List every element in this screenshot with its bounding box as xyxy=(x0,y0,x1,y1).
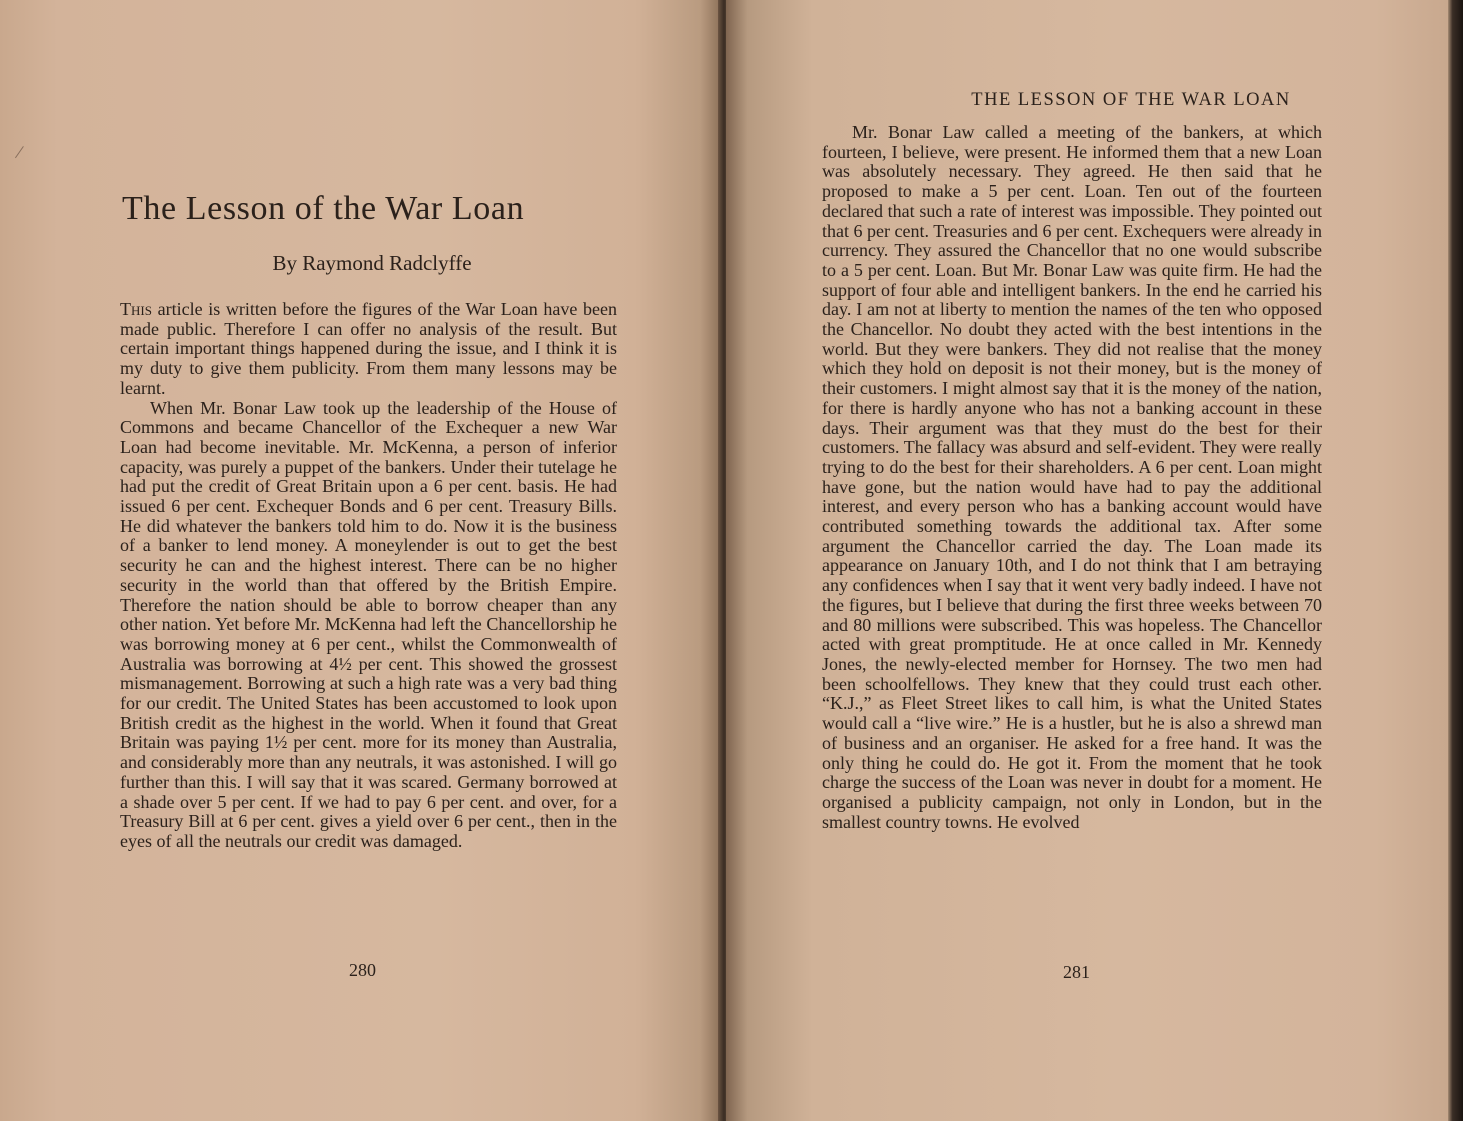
paragraph xyxy=(120,300,617,399)
paragraph-text: article is written before the figures of the War Loan have been made public. Therefore I can offer no analysis of the result. But certain important things happened during the issue, and I think it is my duty to give them publicity. From them many lessons may be learnt. xyxy=(120,299,617,398)
paragraph: Mr. Bonar Law called a meeting of the bankers, at which fourteen, I believe, were present. He informed them that a new Loan was absolutely necessary. They agreed. He then said that he proposed to make a 5 per cent. Loan. Ten out of the fourteen declared that such a rate of interest was impossible. They pointed out that 6 per cent. Treasuries and 6 per cent. Exchequers were already in currency. They assured the Chancellor that no one would subscribe to a 5 per cent. Loan. But Mr. Bonar Law was quite firm. He had the support of four able and intelligent bankers. In the end he carried his day. I am not at liberty to mention the names of the ten who opposed the Chancellor. No doubt they acted with the best intentions in the world. But they were bankers. They did not realise that the money which they hold on deposit is not their money, but is the money of their customers. I might almost say that it is the money of the nation, for there is hardly anyone who has not a banking account in these days. Their argument was that they must do the best for their customers. The fallacy was absurd and self-evident. They were really trying to do the best for their shareholders. A 6 per cent. Loan might have gone, but the nation would have had to pay the additional interest, and every person who has a banking account would have contributed something towards the additional tax. After some argument the Chancellor carried the day. The Loan made its appearance on January 10th, and I do not think that I am betraying any confidences when I say that it went very badly indeed. I have not the figures, but I believe that during the first three weeks between 70 and 80 millions were subscribed. This was hopeless. The Chancellor acted with great promptitude. He at once called in Mr. Kennedy Jones, the newly-elected member for Hornsey. The two men had been schoolfellows. They knew that they could trust each other. “K.J.,” as Fleet Street likes to call him, is what the United States would call a “live wire.” He is a hustler, but he is also a shrewd man of business and an organiser. He asked for a free hand. It was the only thing he could do. He got it. From the moment that he took charge the success of the Loan was never in doubt for a moment. He organised a publicity campaign, not only in London, but in the smallest country towns. He evolved xyxy=(822,122,1322,832)
running-head: THE LESSON OF THE WAR LOAN xyxy=(971,90,1291,110)
right-body-text xyxy=(822,123,1322,832)
pencil-mark xyxy=(15,146,32,164)
byline: By Raymond Radclyffe xyxy=(272,251,472,275)
paragraph: When Mr. Bonar Law took up the leadership of the House of Commons and became Chancellor of the Exchequer a new War Loan had become inevitable. Mr. McKenna, a person of inferior capacity, was purely a puppet of the bankers. Under their tutelage he had put the credit of Great Britain upon a 6 per cent. basis. He had issued 6 per cent. Exchequer Bonds and 6 per cent. Treasury Bills. He did whatever the bankers told him to do. Now it is the business of a banker to lend money. A moneylender is out to get the best security he can and the highest interest. There can be no higher security in the world than that offered by the British Empire. Therefore the nation should be able to borrow cheaper than any other nation. Yet before Mr. McKenna had left the Chancellorship he was borrowing money at 6 per cent., whilst the Commonwealth of Australia was borrowing at 4½ per cent. This showed the grossest mismanagement. Borrowing at such a high rate was a very bad thing for our credit. The United States has been accustomed to look upon British credit as the highest in the world. When it found that Great Britain was paying 1½ per cent. more for its money than Australia, and considerably more than any neutrals, it was astonished. I will go further than this. I will say that it was scared. Germany borrowed at a shade over 5 per cent. If we had to pay 6 per cent. and over, for a Treasury Bill at 6 per cent. gives a yield over 6 per cent., then in the eyes of all the neutrals our credit was damaged. xyxy=(120,397,617,851)
left-body-text xyxy=(120,300,617,852)
page-number: 281 xyxy=(1063,962,1090,982)
page-stack-edge xyxy=(1448,0,1463,1121)
drop-lead: This xyxy=(120,299,152,319)
article-title: The Lesson of the War Loan xyxy=(122,190,525,227)
right-page xyxy=(726,0,1448,1121)
page-number: 280 xyxy=(349,960,376,980)
left-page xyxy=(0,0,722,1121)
